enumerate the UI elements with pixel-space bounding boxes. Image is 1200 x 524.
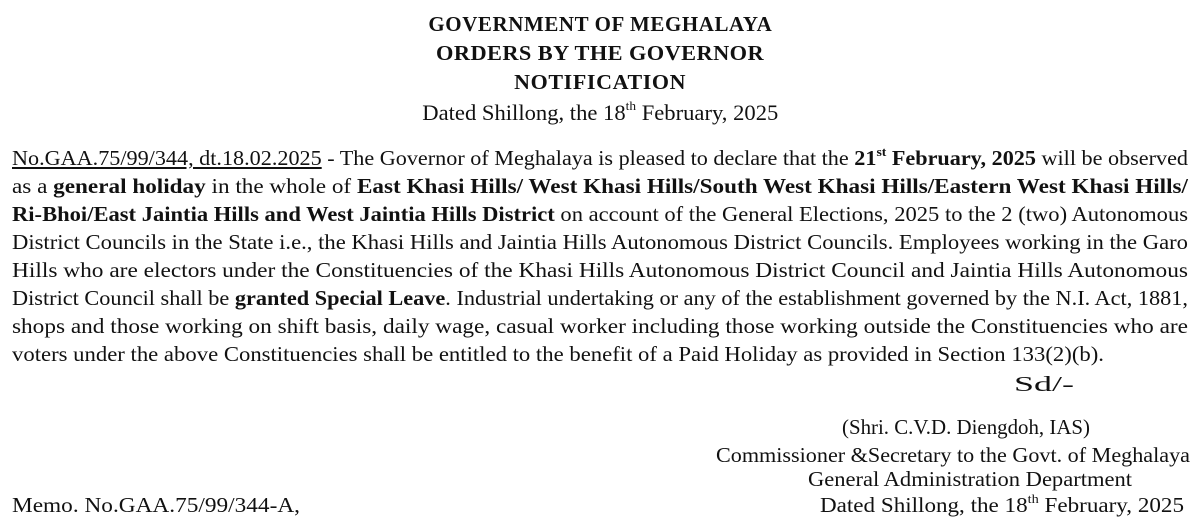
memo-number: Memo. No.GAA.75/99/344-A,	[12, 493, 300, 517]
paragraph-line-7: shops and those working on shift basis, daily wage, casual worker including those working outside the Constituencies who are	[12, 314, 1188, 338]
signatory-department: General Administration Department	[808, 467, 1132, 491]
text-run: on account of the General Elections, 2025 to the 2 (two) Autonomous	[554, 202, 1189, 226]
dated-prefix: Dated Shillong, the 18	[820, 493, 1028, 517]
text-run: in the whole of	[205, 174, 357, 198]
paragraph-line-2	[12, 174, 1188, 199]
signature-dated-line	[820, 491, 1184, 518]
date-rest: February, 2025	[886, 146, 1036, 170]
text-run: as a	[12, 174, 54, 198]
holiday-date	[854, 146, 1036, 170]
text-run: . Industrial undertaking or any of the establishment governed by the N.I. Act, 1881,	[445, 286, 1188, 310]
signatory-name: (Shri. C.V.D. Diengdoh, IAS)	[842, 415, 1090, 439]
header-dated-line	[0, 100, 1200, 126]
document-heading-government	[0, 12, 1200, 37]
reference-number: No.GAA.75/99/344, dt.18.02.2025	[12, 146, 322, 170]
districts-list: East Khasi Hills/ West Khasi Hills/South West Khasi Hills/Eastern West Khasi Hills/	[356, 174, 1188, 198]
dated-suffix: February, 2025	[635, 100, 778, 125]
signatory-title: Commissioner &Secretary to the Govt. of Meghalaya	[716, 443, 1190, 467]
heading-text: NOTIFICATION	[514, 70, 686, 94]
heading-text: GOVERNMENT OF MEGHALAYA	[427, 12, 772, 36]
dated-prefix: Dated Shillong, the 18	[421, 100, 626, 125]
signature-sd: Sd/-	[1014, 372, 1074, 396]
text-run: District Council shall be	[12, 286, 235, 310]
districts-list-cont: Ri-Bhoi/East Jaintia Hills and West Jaintia Hills District	[12, 202, 555, 226]
date-day: 21	[854, 146, 877, 170]
paragraph-line-8: voters under the above Constituencies shall be entitled to the benefit of a Paid Holiday as provided in Section 133(2)(b).	[12, 342, 1104, 366]
general-holiday-emphasis: general holiday	[53, 174, 206, 198]
paragraph-line-3	[12, 202, 1189, 227]
dated-sup: th	[1027, 491, 1039, 506]
text-run: will be observed	[1035, 146, 1188, 170]
dated-sup: th	[625, 98, 636, 113]
date-sup: st	[876, 144, 887, 159]
text-run: - The Governor of Meghalaya is pleased to declare that the	[321, 146, 855, 170]
heading-text: ORDERS BY THE GOVERNOR	[435, 41, 764, 65]
special-leave-emphasis: granted Special Leave	[234, 286, 446, 310]
paragraph-line-1	[12, 144, 1188, 171]
dated-suffix: February, 2025	[1038, 493, 1184, 517]
document-heading-notification	[0, 70, 1200, 95]
paragraph-line-6	[12, 286, 1188, 311]
paragraph-line-4: District Councils in the State i.e., the Khasi Hills and Jaintia Hills Autonomous District Councils. Employees working in the Garo	[12, 230, 1188, 254]
document-heading-orders	[0, 41, 1200, 66]
paragraph-line-5: Hills who are electors under the Constituencies of the Khasi Hills Autonomous District Council and Jaintia Hills Autonomous	[12, 258, 1188, 282]
